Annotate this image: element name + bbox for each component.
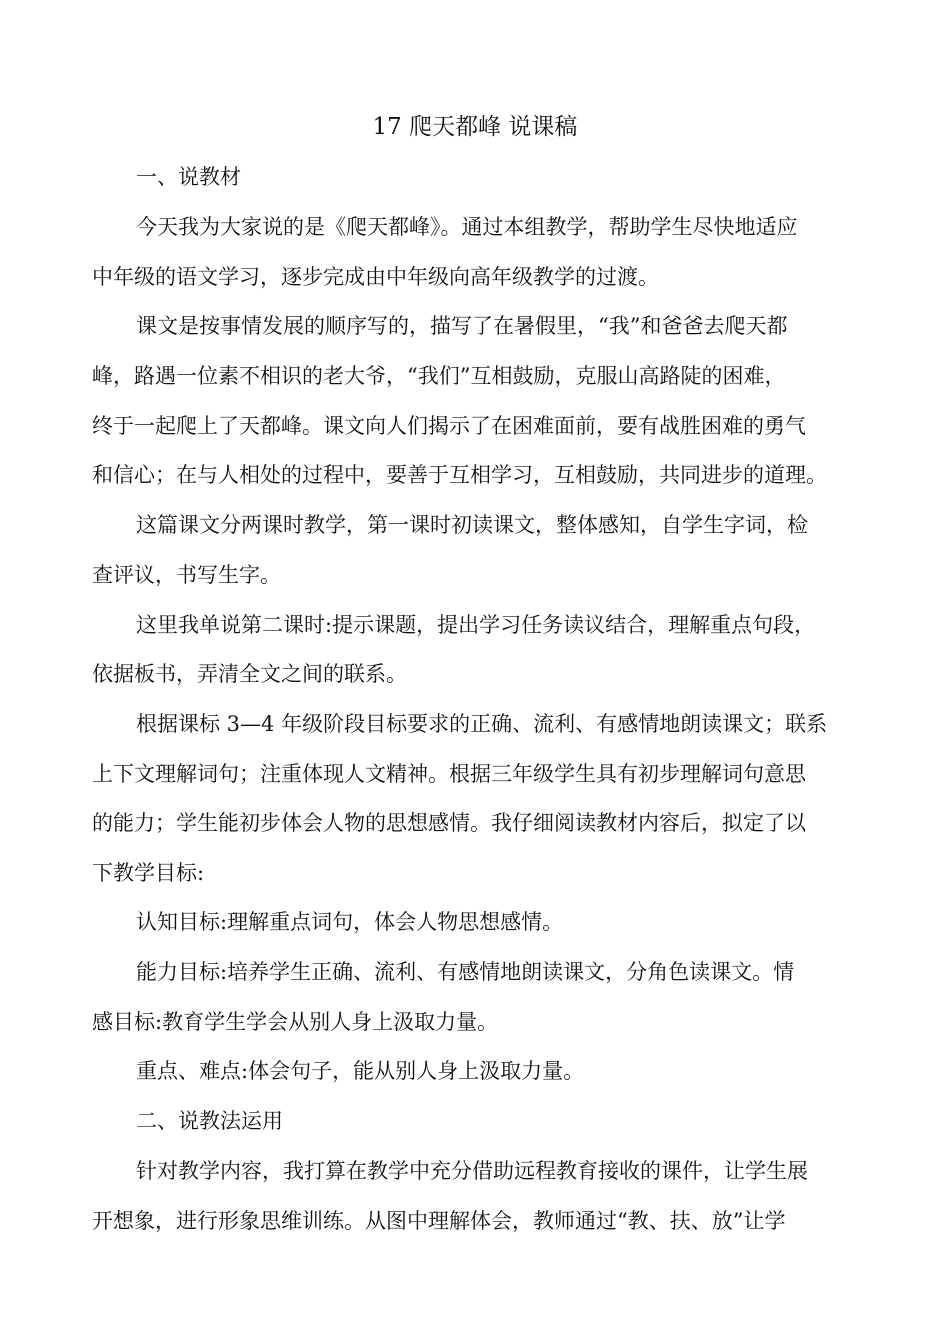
paragraph-line: 查评议，书写生字。 [92,563,281,587]
paragraph-line: 根据课标 3—4 年级阶段目标要求的正确、流利、有感情地朗读课文；联系 [136,712,828,736]
paragraph-line: 上下文理解词句；注重体现人文精神。根据三年级学生具有初步理解词句意思 [92,762,806,786]
section-heading-methods: 二、说教法运用 [136,1109,283,1133]
paragraph-line: 这里我单说第二课时:提示课题，提出学习任务读议结合，理解重点句段， [136,613,816,637]
document-title: 17 爬天都峰 说课稿 [372,114,578,140]
paragraph-line: 开想象，进行形象思维训练。从图中理解体会，教师通过“教、扶、放”让学 [92,1209,786,1233]
paragraph-line: 依据板书，弄清全文之间的联系。 [92,662,407,686]
paragraph-line: 感目标:教育学生学会从别人身上汲取力量。 [92,1010,499,1034]
paragraph-line: 下教学目标: [92,861,205,885]
paragraph-line: 重点、难点:体会句子，能从别人身上汲取力量。 [136,1059,585,1083]
paragraph-line: 和信心；在与人相处的过程中，要善于互相学习，互相鼓励，共同进步的道理。 [92,463,827,487]
paragraph-line: 这篇课文分两课时教学，第一课时初读课文，整体感知，自学生字词，检 [136,513,808,537]
paragraph-line: 针对教学内容，我打算在教学中充分借助远程教育接收的课件，让学生展 [136,1159,808,1183]
paragraph-line: 认知目标:理解重点词句，体会人物思想感情。 [136,910,564,934]
paragraph-line: 终于一起爬上了天都峰。课文向人们揭示了在困难面前，要有战胜困难的勇气 [92,414,806,438]
paragraph-line: 课文是按事情发展的顺序写的，描写了在暑假里，“我”和爸爸去爬天都 [136,314,788,338]
paragraph-line: 今天我为大家说的是《爬天都峰》。通过本组教学，帮助学生尽快地适应 [136,215,798,239]
section-heading-textbook: 一、说教材 [136,165,241,189]
paragraph-line: 中年级的语文学习，逐步完成由中年级向高年级教学的过渡。 [92,265,659,289]
paragraph-line: 峰，路遇一位素不相识的老大爷，“我们”互相鼓励，克服山高路陡的困难， [92,364,786,388]
paragraph-line: 能力目标:培养学生正确、流利、有感情地朗读课文，分角色读课文。情 [136,960,795,984]
paragraph-line: 的能力；学生能初步体会人物的思想感情。我仔细阅读教材内容后，拟定了以 [92,811,806,835]
